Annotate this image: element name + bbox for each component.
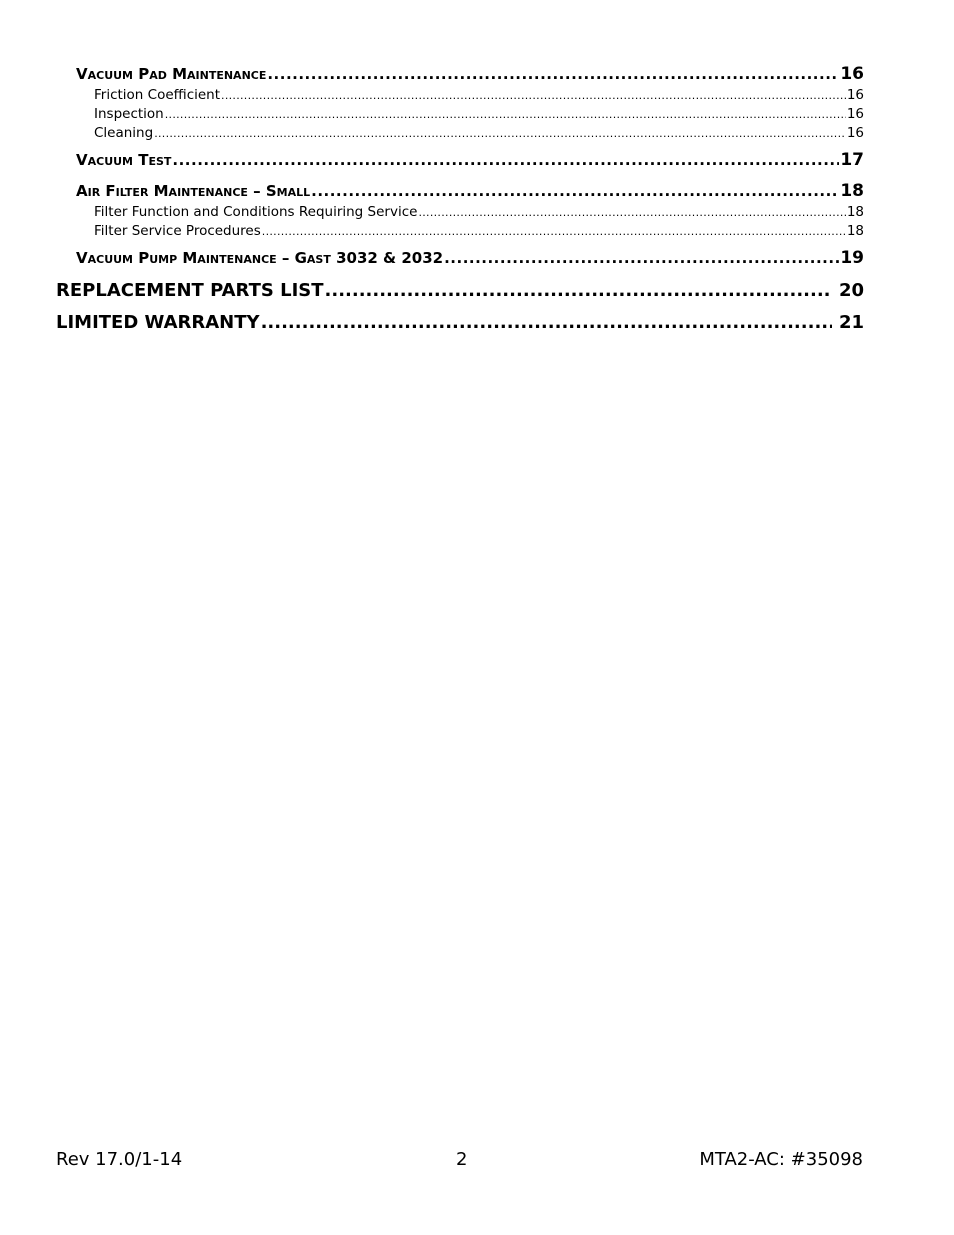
toc-entry-page: 16 bbox=[846, 125, 864, 141]
toc-entry-cleaning[interactable] bbox=[94, 125, 864, 141]
dot-leader bbox=[262, 223, 846, 239]
toc-entry-label: Inspection bbox=[94, 106, 164, 122]
toc-entry-page: 19 bbox=[840, 248, 864, 268]
toc-entry-filter-service[interactable] bbox=[94, 223, 864, 239]
toc-entry-friction-coefficient[interactable] bbox=[94, 87, 864, 103]
dot-leader bbox=[267, 65, 839, 83]
toc-entry-inspection[interactable] bbox=[94, 106, 864, 122]
footer-page-number: 2 bbox=[456, 1149, 468, 1170]
toc-entry-vacuum-pump-maintenance[interactable] bbox=[76, 248, 864, 268]
toc-entry-filter-function[interactable] bbox=[94, 204, 864, 220]
toc-entry-page: 16 bbox=[840, 64, 864, 84]
dot-leader bbox=[165, 106, 846, 122]
toc-entry-page: 21 bbox=[838, 312, 864, 333]
toc-entry-vacuum-test[interactable] bbox=[76, 150, 864, 170]
toc-entry-label: Cleaning bbox=[94, 125, 154, 141]
toc-entry-label: Air Filter Maintenance – Small bbox=[76, 182, 311, 200]
toc-entry-label: Vacuum Pad Maintenance bbox=[76, 65, 267, 83]
toc-entry-limited-warranty[interactable] bbox=[56, 312, 864, 333]
toc-entry-page: 18 bbox=[846, 223, 864, 239]
toc-entry-air-filter-maintenance[interactable] bbox=[76, 181, 864, 201]
toc-entry-replacement-parts-list[interactable] bbox=[56, 280, 864, 301]
toc-entry-label: Filter Service Procedures bbox=[94, 223, 261, 239]
toc-entry-page: 20 bbox=[838, 280, 864, 301]
dot-leader bbox=[261, 312, 832, 333]
toc-entry-label: Vacuum Pump Maintenance – Gast 3032 & 2032 bbox=[76, 249, 444, 267]
toc-entry-label: Friction Coefficient bbox=[94, 87, 221, 103]
dot-leader bbox=[311, 182, 839, 200]
dot-leader bbox=[325, 280, 832, 301]
footer-document-id: MTA2-AC: #35098 bbox=[699, 1149, 863, 1170]
dot-leader bbox=[172, 151, 839, 169]
dot-leader bbox=[221, 87, 846, 103]
toc-entry-page: 18 bbox=[840, 181, 864, 201]
toc-entry-label: LIMITED WARRANTY bbox=[56, 312, 260, 333]
footer-revision: Rev 17.0/1-14 bbox=[56, 1149, 183, 1170]
toc-entry-page: 16 bbox=[846, 106, 864, 122]
toc-entry-page: 18 bbox=[846, 204, 864, 220]
dot-leader bbox=[418, 204, 845, 220]
dot-leader bbox=[154, 125, 846, 141]
toc-entry-page: 16 bbox=[846, 87, 864, 103]
toc-entry-label: REPLACEMENT PARTS LIST bbox=[56, 280, 324, 301]
toc-entry-label: Vacuum Test bbox=[76, 151, 172, 169]
toc-entry-page: 17 bbox=[840, 150, 864, 170]
toc-entry-label: Filter Function and Conditions Requiring Service bbox=[94, 204, 418, 220]
dot-leader bbox=[444, 249, 839, 267]
table-of-contents bbox=[0, 0, 954, 340]
toc-entry-vacuum-pad-maintenance[interactable] bbox=[76, 64, 864, 84]
